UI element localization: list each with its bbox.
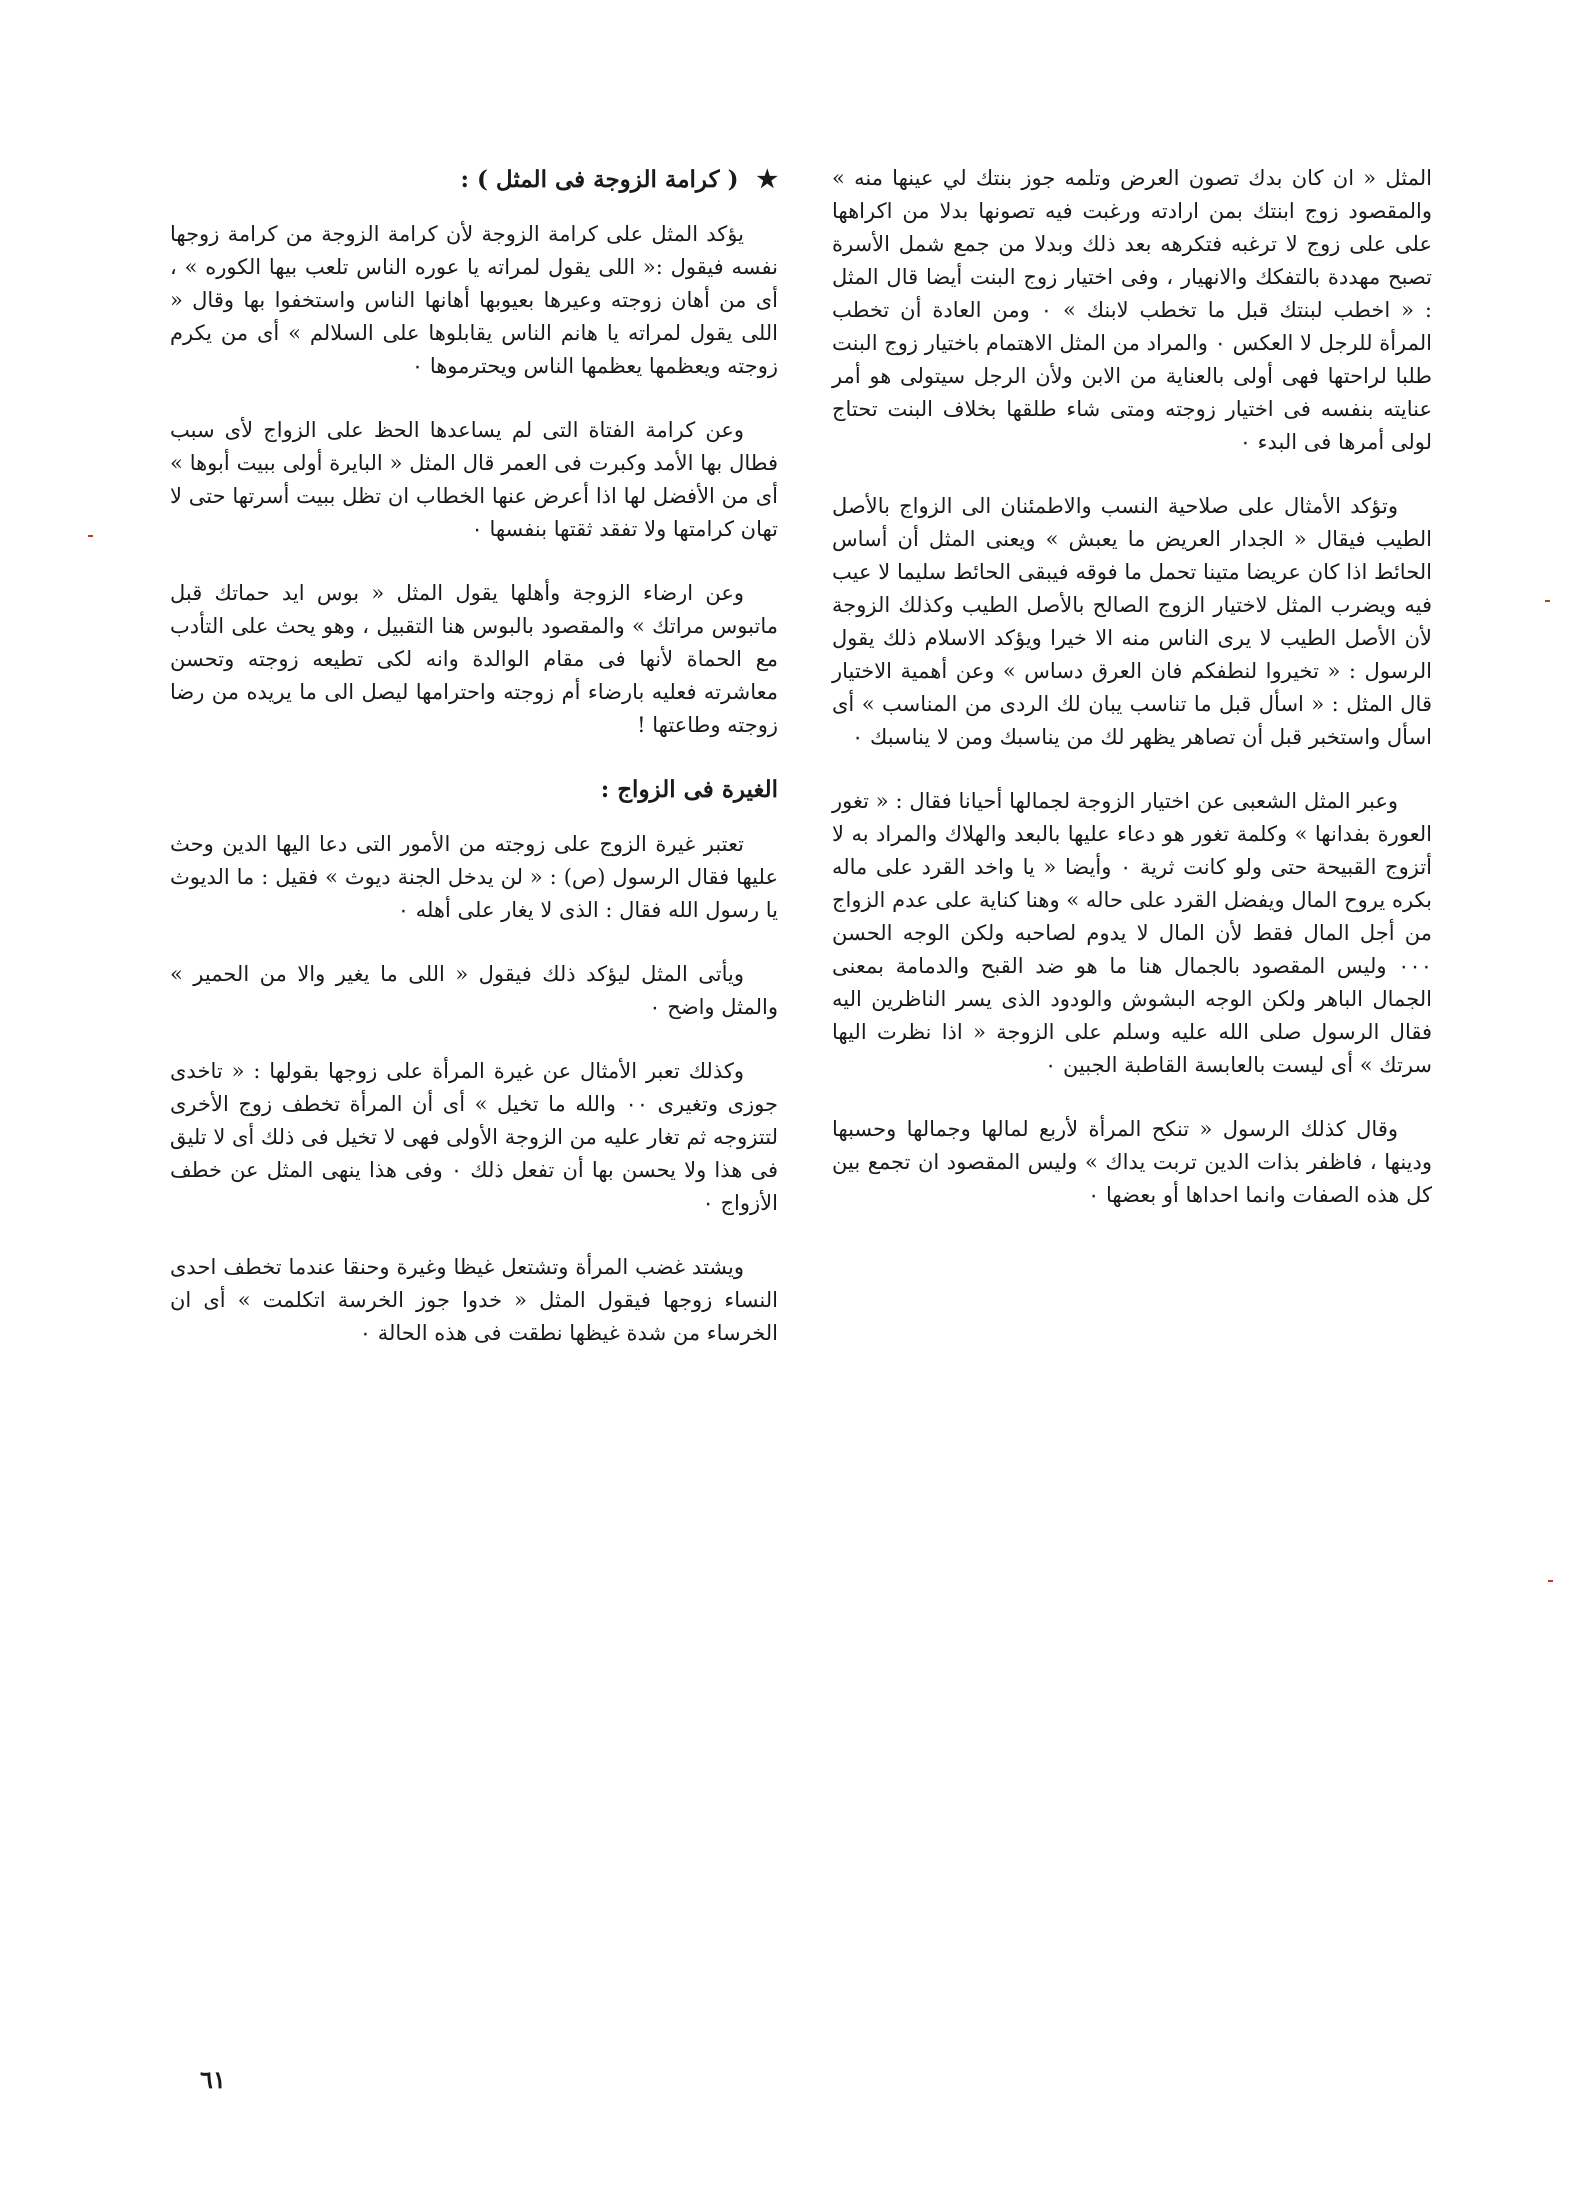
section-heading-wife-dignity xyxy=(170,162,778,196)
right-paragraph-3: وعبر المثل الشعبى عن اختيار الزوجة لجمالها أحيانا فقال : « تغور العورة بفدانها » وكلمة تغور هو دعاء عليها بالبعد والهلاك والمراد به لا أتزوج القبيحة حتى ولو كانت ثرية ٠ وأيضا « يا واخد القرد على ماله بكره يروح المال ويفضل القرد على حاله » وهنا كناية على عدم الزواج من أجل المال فقط لأن المال لا يدوم لصاحبه ولكن الوجه الحسن ٠٠٠ وليس المقصود بالجمال هنا ما هو ضد القبح والدمامة بمعنى الجمال الباهر ولكن الوجه البشوش والودود الذى يسر الناظرين اليه فقال الرسول صلى الله عليه وسلم على الزوجة « اذا نظرت اليها سرتك » أى ليست بالعابسة القاطبة الجبين ٠ xyxy=(832,789,1433,1077)
page-number: ٦١ xyxy=(200,2065,226,2094)
right-paragraph-4: وقال كذلك الرسول « تنكح المرأة لأربع لمالها وجمالها وحسبها ودينها ، فاظفر بذات الدين تربت يداك » وليس المقصود ان تجمع بين كل هذه الصفات وانما احداها أو بعضها ٠ xyxy=(832,1117,1432,1207)
section-heading-text: ( كرامة الزوجة فى المثل ) : xyxy=(460,166,739,193)
section-heading-jealousy: الغيرة فى الزواج : xyxy=(600,776,778,803)
margin-mark xyxy=(88,535,93,537)
left-paragraph-3: وعن ارضاء الزوجة وأهلها يقول المثل « بوس ايد حماتك قبل ماتبوس مراتك » والمقصود بالبوس هنا التقبيل ، وهو يحث على التأدب مع الحماة لأنها فى مقام الوالدة وانه لكى تطيعه زوجته وتحسن معاشرته فعليه بارضاء أم زوجته واحترامها ليصل الى ما يريده من رضا زوجته وطاعتها ! xyxy=(170,581,778,737)
right-paragraph-1: المثل « ان كان بدك تصون العرض وتلمه جوز بنتك لي عينها منه » والمقصود زوج ابنتك بمن ارادته ورغبت فيه تصونها بدلا من اكراهها على على زوج لا ترغبه فتكرهه بعد ذلك وبدلا من جمع شمل الأسرة تصبح مهددة بالتفكك والانهيار ، وفى اختيار زوج البنت أيضا قال المثل : « اخطب لبنتك قبل ما تخطب لابنك » ٠ ومن العادة أن تخطب المرأة للرجل لا العكس ٠ والمراد من المثل الاهتمام باختيار زوج البنت طلبا لراحتها فهى أولى بالعناية من الابن ولأن الرجل سيتولى هو أمر عنايته بنفسه فى اختيار زوجته ومتى شاء طلقها بخلاف البنت تحتاج لولى أمرها فى البدء ٠ xyxy=(832,166,1432,454)
left-column xyxy=(170,162,778,1381)
left-paragraph-2: وعن كرامة الفتاة التى لم يساعدها الحظ على الزواج لأى سبب فطال بها الأمد وكبرت فى العمر قال المثل « البايرة أولى ببيت أبوها » أى من الأفضل لها اذا أعرض عنها الخطاب ان تظل ببيت أسرتها حتى لا تهان كرامتها ولا تفقد ثقتها بنفسها ٠ xyxy=(170,418,778,541)
left-paragraph-4: تعتبر غيرة الزوج على زوجته من الأمور التى دعا اليها الدين وحث عليها فقال الرسول (ص) : « لن يدخل الجنة ديوث » فقيل : ما الديوث يا رسول الله فقال : الذى لا يغار على أهله ٠ xyxy=(170,832,778,922)
left-paragraph-5: ويأتى المثل ليؤكد ذلك فيقول « اللى ما يغير والا من الحمير » والمثل واضح ٠ xyxy=(170,962,778,1019)
right-paragraph-2: وتؤكد الأمثال على صلاحية النسب والاطمئنان الى الزواج بالأصل الطيب فيقال « الجدار العريض ما يعبش » ويعنى المثل أن أساس الحائط اذا كان عريضا متينا تحمل ما فوقه فيبقى الحائط سليما لا عيب فيه ويضرب المثل لاختيار الزوج الصالح بالأصل الطيب وكذلك الزوجة لأن الأصل الطيب لا يرى الناس منه الا خيرا ويؤكد الاسلام ذلك يقول الرسول : « تخيروا لنطفكم فان العرق دساس » وعن أهمية الاختيار قال المثل : « اسأل قبل ما تناسب يبان لك الردى من المناسب » أى اسأل واستخبر قبل أن تصاهر يظهر لك من يناسبك ومن لا يناسبك ٠ xyxy=(832,494,1432,749)
left-paragraph-7: ويشتد غضب المرأة وتشتعل غيظا وغيرة وحنقا عندما تخطف احدى النساء زوجها فيقول المثل « خدوا جوز الخرسة اتكلمت » أى ان الخرساء من شدة غيظها نطقت فى هذه الحالة ٠ xyxy=(170,1255,778,1345)
left-paragraph-1: يؤكد المثل على كرامة الزوجة لأن كرامة الزوجة من كرامة زوجها نفسه فيقول :« اللى يقول لمراته يا عوره الناس تلعب بيها الكوره » ، أى من أهان زوجته وعيرها بعيوبها أهانها الناس واستخفوا بها وقال « اللى يقول لمراته يا هانم الناس يقابلوها على السلالم » أى من يكرم زوجته ويعظمها يعظمها الناس ويحترموها ٠ xyxy=(170,222,778,378)
right-column xyxy=(832,162,1432,1243)
star-icon: ★ xyxy=(756,164,778,193)
left-paragraph-6: وكذلك تعبر الأمثال عن غيرة المرأة على زوجها بقولها : « تاخدى جوزى وتغيرى ٠٠ والله ما تخيل » أى أن المرأة تخطف زوج الأخرى لتتزوجه ثم تغار عليه من الزوجة الأولى فهى لا تخيل فى ذلك أى لا تليق فى هذا ولا يحسن بها أن تفعل ذلك ٠ وفى هذا ينهى المثل عن خطف الأزواج ٠ xyxy=(170,1059,779,1215)
margin-mark xyxy=(1548,1580,1553,1582)
margin-mark xyxy=(1545,600,1550,602)
